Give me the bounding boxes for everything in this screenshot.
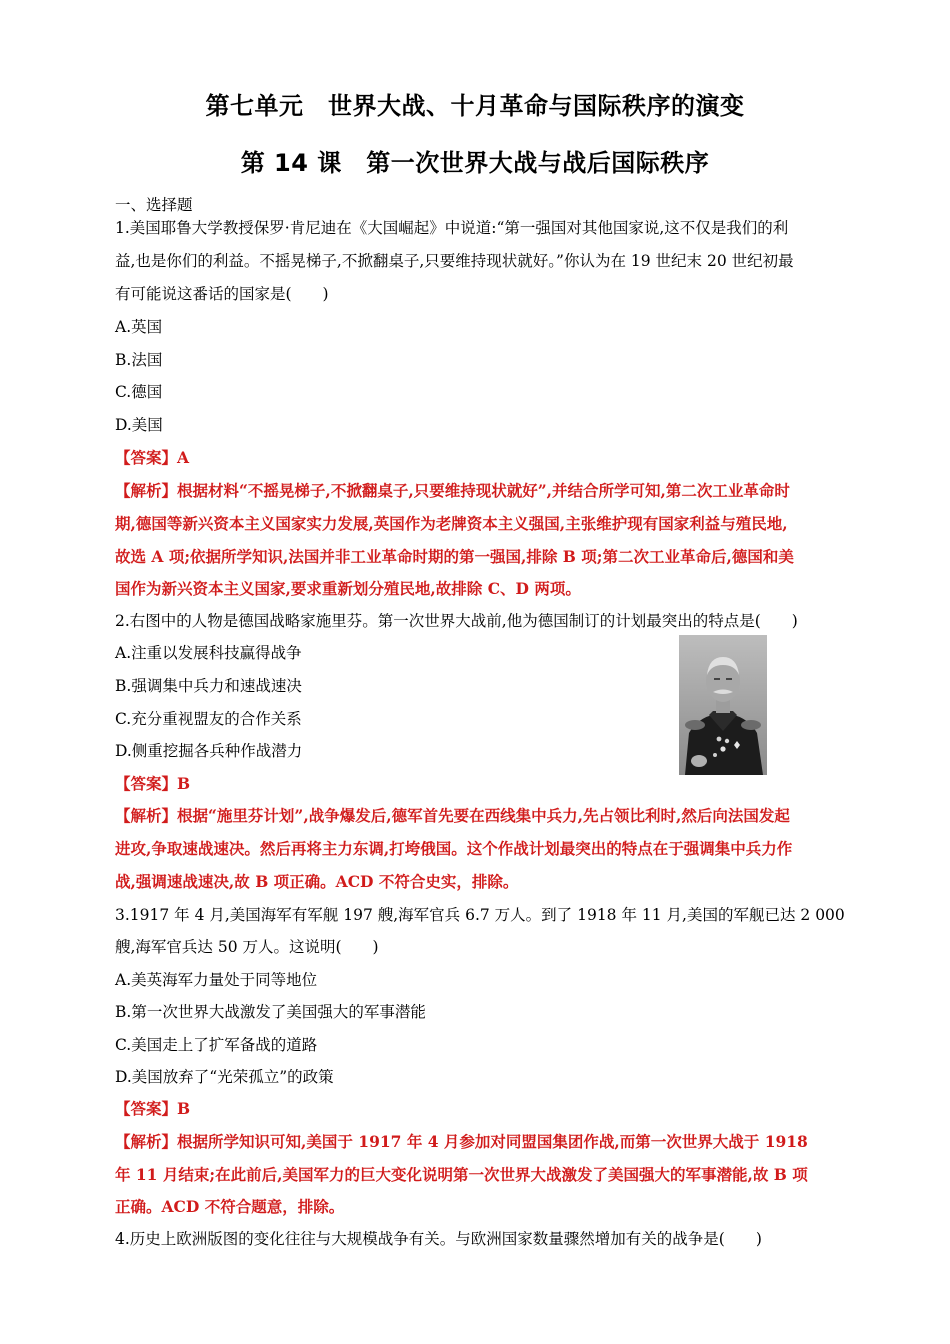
question-2-option-b: B.强调集中兵力和速战速决 xyxy=(115,677,302,695)
question-1-analysis-line-2: 期,德国等新兴资本主义国家实力发展,英国作为老牌资本主义强国,主张维护现有国家利益与殖民地, xyxy=(115,514,788,533)
question-3-analysis-line-3: 正确。ACD 不符合题意，排除。 xyxy=(115,1197,345,1216)
question-2-answer: 【答案】B xyxy=(115,774,191,793)
question-1-option-d: D.美国 xyxy=(115,416,163,434)
question-1-stem-line-3: 有可能说这番话的国家是( ) xyxy=(115,285,329,303)
question-1-analysis-line-4: 国作为新兴资本主义国家,要求重新划分殖民地,故排除 C、D 两项。 xyxy=(115,579,581,598)
question-3-option-b: B.第一次世界大战激发了美国强大的军事潜能 xyxy=(115,1003,426,1021)
question-3-stem-line-2: 艘,海军官兵达 50 万人。这说明( ) xyxy=(115,938,379,956)
question-3-analysis-line-1: 【解析】根据所学知识可知,美国于 1917 年 4 月参加对同盟国集团作战,而第一次世界大战于 1918 xyxy=(115,1132,808,1151)
question-3-stem-line-1: 3.1917 年 4 月,美国海军有军舰 197 艘,海军官兵 6.7 万人。到了 1918 年 11 月,美国的军舰已达 2 000 xyxy=(115,906,845,924)
question-3-option-c: C.美国走上了扩军备战的道路 xyxy=(115,1036,318,1054)
question-4-stem-line-1: 4.历史上欧洲版图的变化往往与大规模战争有关。与欧洲国家数量骤然增加有关的战争是( ) xyxy=(115,1230,762,1248)
question-2-option-a: A.注重以发展科技赢得战争 xyxy=(115,644,302,662)
question-3-option-a: A.美英海军力量处于同等地位 xyxy=(115,971,318,989)
portrait-illustration xyxy=(679,635,767,775)
question-2-analysis-line-2: 进攻,争取速战速决。然后再将主力东调,打垮俄国。这个作战计划最突出的特点在于强调集中兵力作 xyxy=(115,839,793,858)
question-2-stem-line-1: 2.右图中的人物是德国战略家施里芬。第一次世界大战前,他为德国制订的计划最突出的特点是( ) xyxy=(115,612,798,630)
question-1-option-b: B.法国 xyxy=(115,351,163,369)
question-2-option-c: C.充分重视盟友的合作关系 xyxy=(115,710,302,728)
question-1-option-c: C.德国 xyxy=(115,383,163,401)
question-1-stem-line-2: 益,也是你们的利益。不摇晃梯子,不掀翻桌子,只要维持现状就好。”你认为在 19 世纪末 20 世纪初最 xyxy=(115,252,794,270)
question-3-analysis-line-2: 年 11 月结束;在此前后,美国军力的巨大变化说明第一次世界大战激发了美国强大的军事潜能,故 B 项 xyxy=(115,1165,808,1184)
question-1-option-a: A.英国 xyxy=(115,318,163,336)
section-heading: 一、选择题 xyxy=(115,196,193,214)
question-1-stem-line-1: 1.美国耶鲁大学教授保罗·肯尼迪在《大国崛起》中说道:“第一强国对其他国家说,这不仅是我们的利 xyxy=(115,219,789,237)
question-1-analysis-line-1: 【解析】根据材料“不摇晃梯子,不掀翻桌子,只要维持现状就好”,并结合所学可知,第二次工业革命时 xyxy=(115,481,790,500)
question-2-option-d: D.侧重挖掘各兵种作战潜力 xyxy=(115,742,303,760)
question-1-answer: 【答案】A xyxy=(115,448,190,467)
question-2-analysis-line-1: 【解析】根据“施里芬计划”,战争爆发后,德军首先要在西线集中兵力,先占领比利时,然后向法国发起 xyxy=(115,806,790,825)
lesson-title: 第 14 课 第一次世界大战与战后国际秩序 xyxy=(240,149,710,177)
unit-title: 第七单元 世界大战、十月革命与国际秩序的演变 xyxy=(205,92,745,120)
question-3-answer: 【答案】B xyxy=(115,1099,191,1118)
question-2-analysis-line-3: 战,强调速战速决,故 B 项正确。ACD 不符合史实，排除。 xyxy=(115,872,519,891)
portrait-photo xyxy=(679,635,767,775)
question-3-option-d: D.美国放弃了“光荣孤立”的政策 xyxy=(115,1068,334,1086)
question-1-analysis-line-3: 故选 A 项;依据所学知识,法国并非工业革命时期的第一强国,排除 B 项;第二次工业革命后,德国和美 xyxy=(115,547,794,566)
